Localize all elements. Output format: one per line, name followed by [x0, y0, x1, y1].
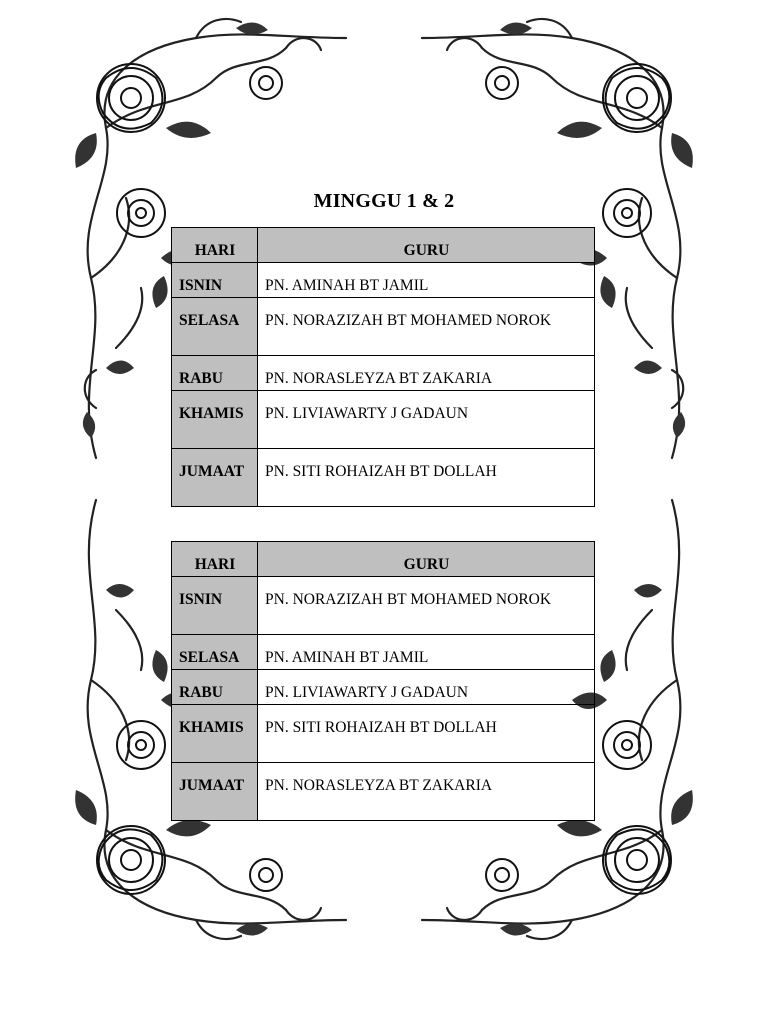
page-title: MINGGU 1 & 2 — [313, 190, 455, 212]
table-header-row — [172, 228, 595, 263]
day-cell: RABU — [172, 670, 258, 705]
day-cell: JUMAAT — [172, 449, 258, 507]
teacher-cell: PN. NORASLEYZA BT ZAKARIA — [258, 763, 595, 821]
day-cell: JUMAAT — [172, 763, 258, 821]
roster-table-1 — [171, 227, 595, 507]
teacher-cell: PN. LIVIAWARTY J GADAUN — [258, 670, 595, 705]
header-hari: HARI — [172, 228, 258, 263]
table-row — [172, 763, 595, 821]
teacher-cell: PN. LIVIAWARTY J GADAUN — [258, 391, 595, 449]
table-row — [172, 705, 595, 763]
day-cell: ISNIN — [172, 577, 258, 635]
header-guru: GURU — [258, 228, 595, 263]
day-cell: SELASA — [172, 298, 258, 356]
day-cell: RABU — [172, 356, 258, 391]
teacher-cell: PN. SITI ROHAIZAH BT DOLLAH — [258, 449, 595, 507]
table-row — [172, 635, 595, 670]
table-row — [172, 670, 595, 705]
teacher-cell: PN. AMINAH BT JAMIL — [258, 635, 595, 670]
day-cell: ISNIN — [172, 263, 258, 298]
teacher-cell: PN. AMINAH BT JAMIL — [258, 263, 595, 298]
teacher-cell: PN. SITI ROHAIZAH BT DOLLAH — [258, 705, 595, 763]
day-cell: KHAMIS — [172, 391, 258, 449]
teacher-cell: PN. NORAZIZAH BT MOHAMED NOROK — [258, 298, 595, 356]
table-row — [172, 391, 595, 449]
table-row — [172, 356, 595, 391]
teacher-cell: PN. NORASLEYZA BT ZAKARIA — [258, 356, 595, 391]
teacher-cell: PN. NORAZIZAH BT MOHAMED NOROK — [258, 577, 595, 635]
header-guru: GURU — [258, 542, 595, 577]
day-cell: KHAMIS — [172, 705, 258, 763]
table-header-row — [172, 542, 595, 577]
header-hari: HARI — [172, 542, 258, 577]
table-row — [172, 577, 595, 635]
table-row — [172, 263, 595, 298]
table-row — [172, 298, 595, 356]
roster-table-2 — [171, 541, 595, 821]
table-row — [172, 449, 595, 507]
day-cell: SELASA — [172, 635, 258, 670]
